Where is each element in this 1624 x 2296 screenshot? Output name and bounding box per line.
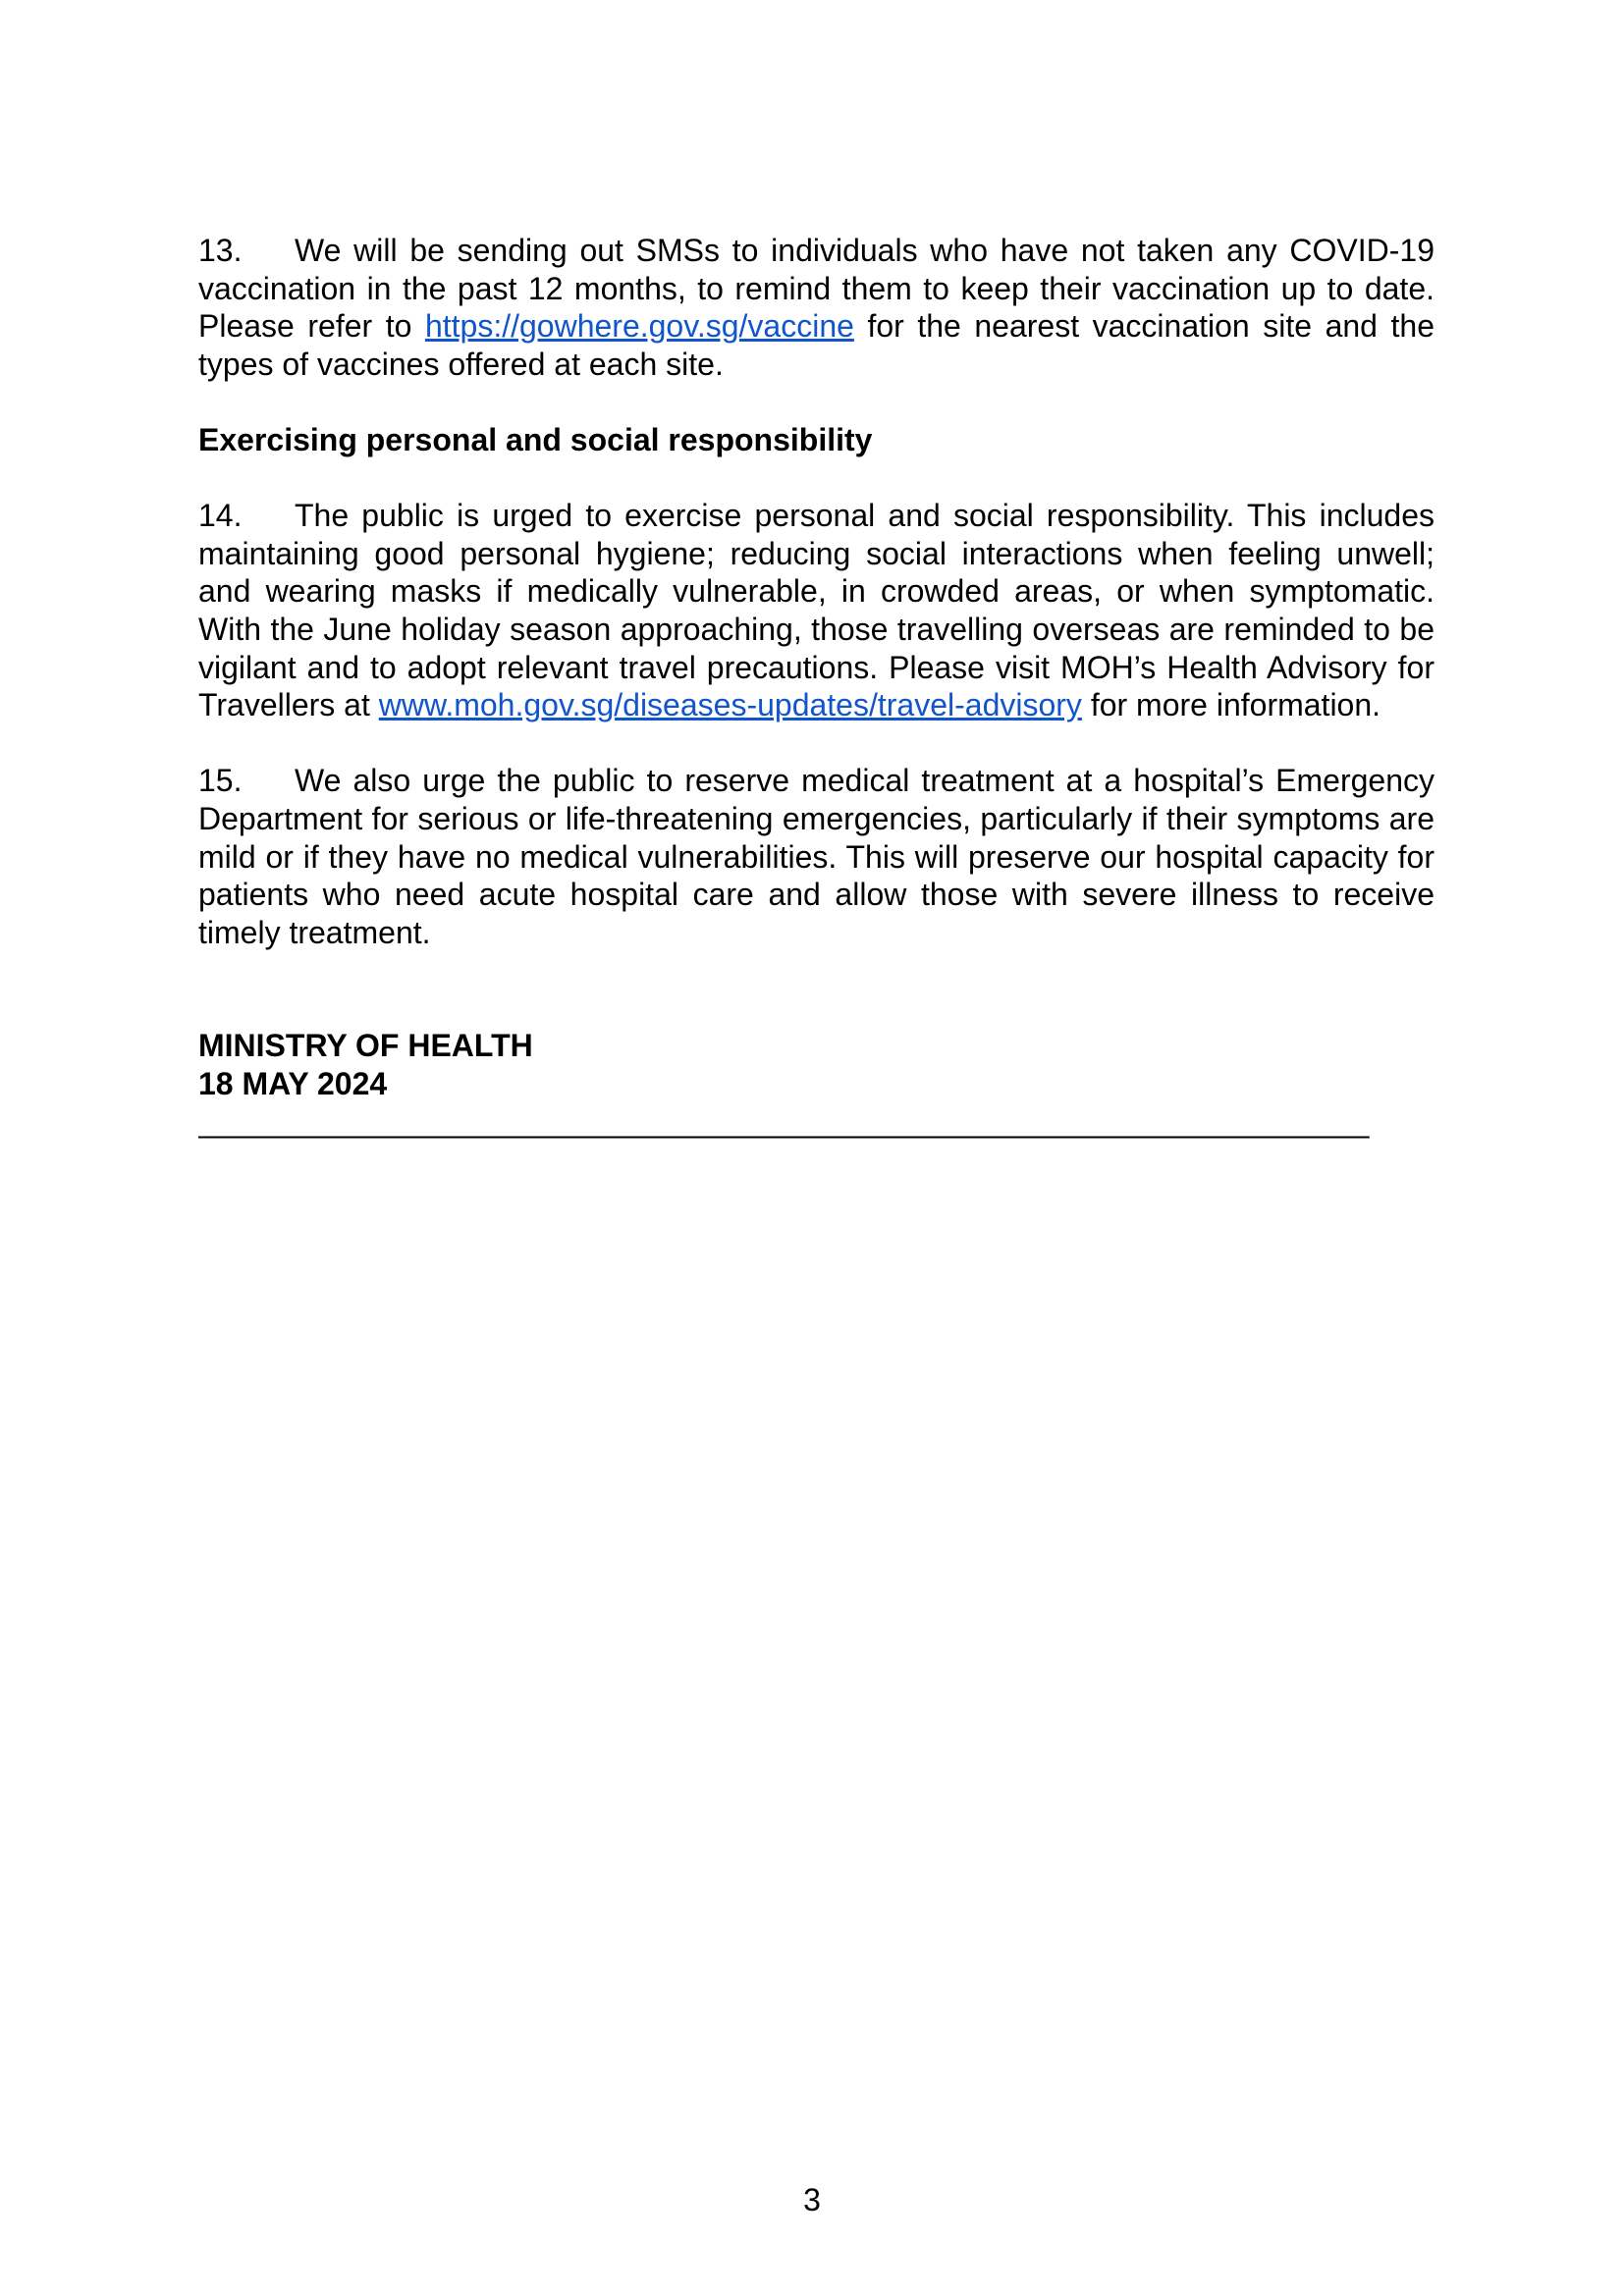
paragraph-number: 13. [198,233,243,268]
paragraph-text: We will be sending out SMSs to individuals who have not taken any COVID-19 vaccination in the past 12 months, to remind them to keep their vaccination up to date. Please refer to [198,233,1435,345]
paragraph-text: for the nearest vaccination site and the types of vaccines offered at each site. [198,308,1435,382]
paragraph-number: 14. [198,498,243,534]
paragraph-14 [198,497,1435,724]
signoff-rule: ___________________________________________________________________ [198,1103,1370,1140]
section-heading: Exercising personal and social responsibility [198,421,873,457]
signoff-block [198,1027,1435,1102]
vaccine-gowhere-link[interactable]: https://gowhere.gov.sg/vaccine [424,308,854,345]
paragraph-15 [198,762,1435,951]
paragraph-text: The public is urged to exercise personal and social responsibility. This includes maintaining good personal hygiene; reducing social interactions when feeling unwell; and wearing masks if medically vulnerable, in crowded areas, or when symptomatic. With the June holiday season approaching, those travelling overseas are reminded to be vigilant and to adopt relevant travel precautions. Please visit MOH’s Health Advisory for Travellers at [198,498,1435,723]
document-body [198,232,1435,1141]
signoff-organization: MINISTRY OF HEALTH [198,1028,533,1064]
paragraph-13 [198,232,1435,383]
paragraph-text: We also urge the public to reserve medical treatment at a hospital’s Emergency Department for serious or life-threatening emergencies, particularly if their symptoms are mild or if they have no medical vulnerabilities. This will preserve our hospital capacity for patients who need acute hospital care and allow those with severe illness to receive timely treatment. [198,763,1435,950]
travel-advisory-link[interactable]: www.moh.gov.sg/diseases-updates/travel-advisory [378,687,1082,723]
paragraph-text: for more information. [1081,687,1381,723]
paragraph-number: 15. [198,763,243,799]
signoff-date: 18 MAY 2024 [198,1065,388,1101]
page-number: 3 [803,2182,821,2217]
